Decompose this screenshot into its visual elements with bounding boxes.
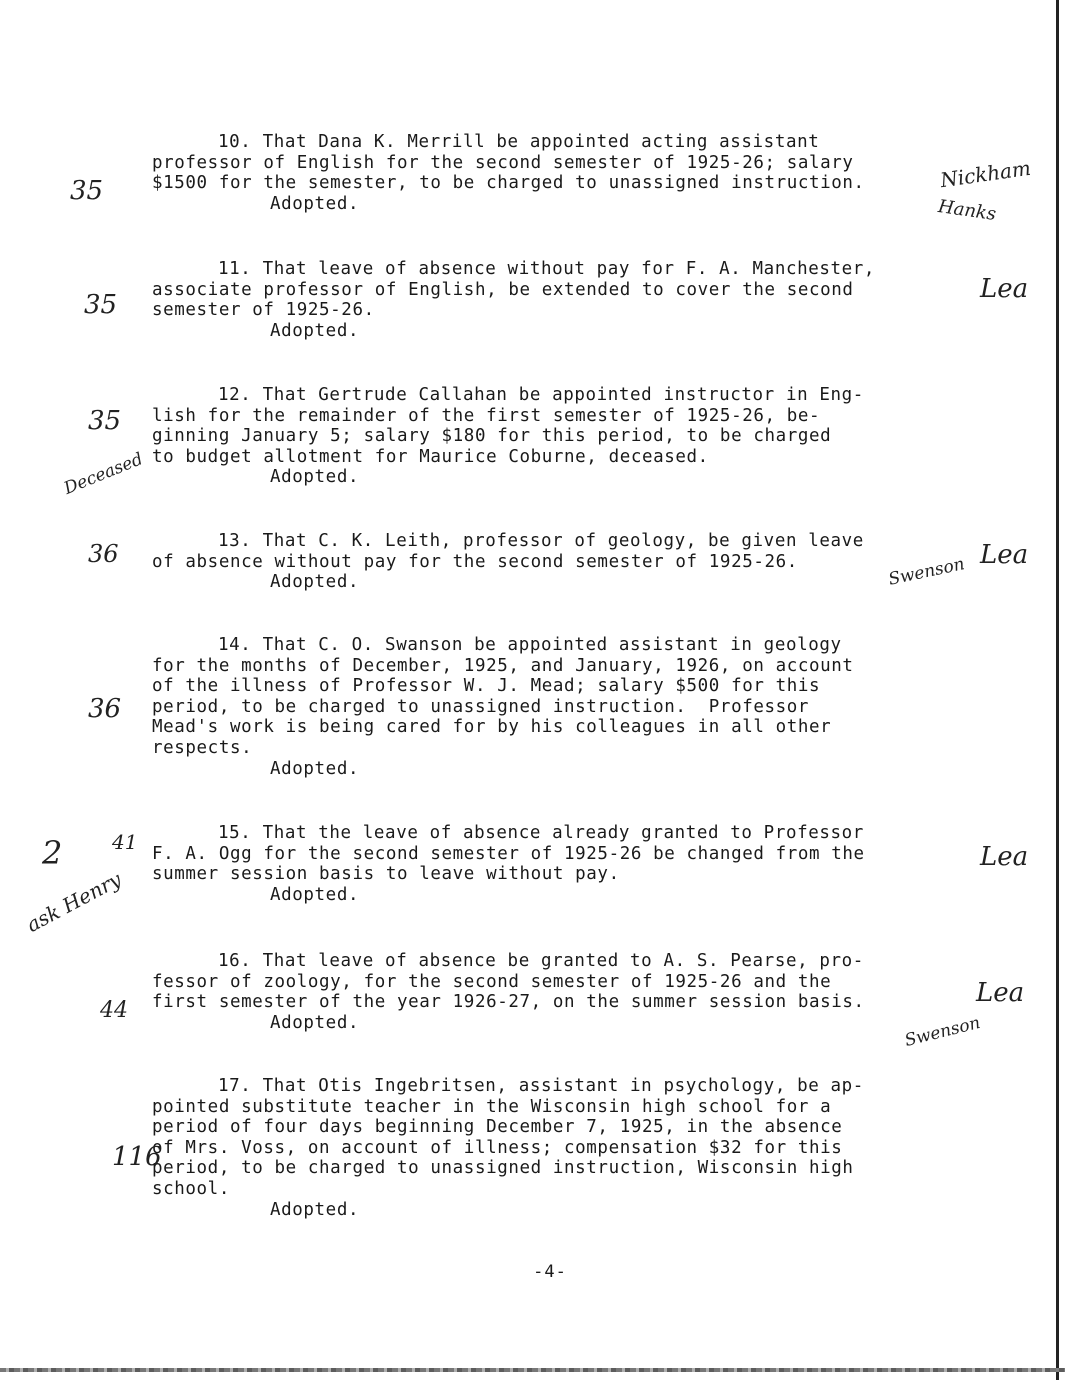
resolution-number: 13. (218, 531, 252, 551)
margin-note-name: Lea (980, 274, 1029, 304)
resolution-number: 12. (218, 385, 252, 405)
resolution-number: 15. (218, 823, 252, 843)
adopted-status: Adopted. (270, 320, 360, 341)
margin-note-number: 36 (88, 540, 119, 568)
margin-note-number: 36 (88, 694, 122, 724)
resolution-text: 13. That C. K. Leith, professor of geology, be given leave of absence without pay for the second semester of 1925-26. (152, 531, 864, 572)
adopted-status: Adopted. (270, 193, 360, 214)
margin-note-ask: ask Henry (22, 867, 126, 937)
margin-note-name: Swenson (902, 1012, 983, 1052)
adopted-status: Adopted. (270, 572, 360, 593)
margin-note-name: Lea (976, 978, 1025, 1008)
resolution-17 (152, 1076, 952, 1221)
adopted-status: Adopted. (270, 467, 360, 488)
margin-note-number: 35 (70, 176, 104, 206)
resolution-text: 12. That Gertrude Callahan be appointed instructor in Eng- lish for the remainder of the first semester of 1925-26, be- ginning January 5; salary $180 for this period, to be charged to budget allotment for Maurice Coburne, deceased. (152, 385, 864, 467)
margin-note-number: 41 (112, 830, 138, 854)
resolution-text: 15. That the leave of absence already granted to Professor F. A. Ogg for the second semester of 1925-26 be changed from the summer session basis to leave without pay. (152, 823, 865, 885)
margin-note-number: 35 (88, 406, 122, 436)
margin-note-name: Swenson (886, 554, 967, 590)
resolution-text: 11. That leave of absence without pay for F. A. Manchester, associate professor of English, be extended to cover the second semester of 1925-26. (152, 259, 876, 321)
margin-note-number: 35 (84, 290, 118, 320)
adopted-status: Adopted. (270, 1199, 360, 1220)
scan-border (0, 1368, 1065, 1372)
adopted-status: Adopted. (270, 1012, 360, 1033)
adopted-status: Adopted. (270, 884, 360, 905)
margin-note-number: 116 (112, 1142, 162, 1172)
page-edge (1056, 0, 1059, 1380)
resolution-10 (152, 132, 952, 215)
adopted-status: Adopted. (270, 758, 360, 779)
page-number: -4- (533, 1262, 567, 1282)
resolution-number: 17. (218, 1076, 252, 1096)
resolution-text: 16. That leave of absence be granted to A. S. Pearse, pro- fessor of zoology, for the second semester of 1925-26 and the first semester of the year 1926-27, on the summer session basis. (152, 951, 865, 1013)
resolution-number: 11. (218, 259, 252, 279)
resolution-15 (152, 823, 952, 906)
margin-note-number: 2 (42, 834, 63, 872)
resolution-16 (152, 951, 952, 1034)
resolution-14 (152, 635, 952, 780)
resolution-number: 14. (218, 635, 252, 655)
margin-note-number: 44 (100, 998, 128, 1023)
margin-note-name: Hanks (936, 196, 998, 225)
resolution-text: 10. That Dana K. Merrill be appointed acting assistant professor of English for the second semester of 1925-26; salary $1500 for the semester, to be charged to unassigned instruction. (152, 132, 865, 194)
margin-note-name: Lea (980, 842, 1029, 872)
margin-note-deceased: Deceased (61, 449, 146, 499)
resolution-text: 17. That Otis Ingebritsen, assistant in psychology, be ap- pointed substitute teacher in the Wisconsin high school for a period of four days beginning December 7, 1925, in the absence of Mrs. Voss, on account of illness; compensation $32 for this period, to be charged to unassigned instruction, Wisconsin high school. (152, 1076, 864, 1199)
margin-note-name: Lea (980, 540, 1029, 570)
resolution-12 (152, 385, 952, 488)
resolution-13 (152, 531, 952, 593)
resolution-number: 10. (218, 132, 252, 152)
margin-note-name: Nickham (938, 155, 1033, 193)
resolution-11 (152, 259, 952, 342)
resolution-number: 16. (218, 951, 252, 971)
resolution-text: 14. That C. O. Swanson be appointed assistant in geology for the months of December, 1925, and January, 1926, on account of the illness of Professor W. J. Mead; salary $500 for this period, to be charged to unassigned instruction. Professor Mead's work is being cared for by his colleagues in all other respects. (152, 635, 854, 758)
